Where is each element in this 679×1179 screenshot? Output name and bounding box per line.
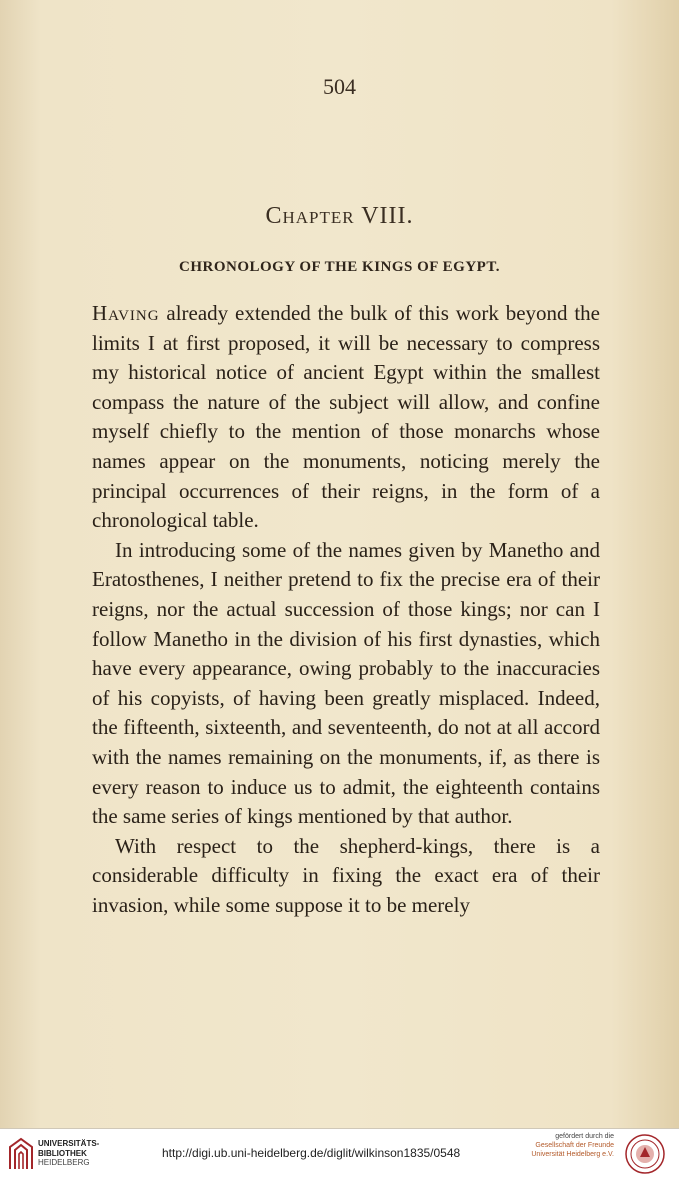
page-number: 504 bbox=[323, 74, 356, 99]
footer-bar bbox=[0, 1128, 679, 1179]
sponsor-credit: gefördert durch die Gesellschaft der Freunde Universität Heidelberg e.V. bbox=[531, 1133, 614, 1158]
university-seal-icon bbox=[624, 1133, 666, 1175]
permalink-url[interactable]: http://digi.ub.uni-heidelberg.de/diglit/wilkinson1835/0548 bbox=[162, 1146, 461, 1160]
chapter-title: Chapter VIII. bbox=[265, 203, 414, 229]
paragraph-text: already extended the bulk of this work beyond the limits I at first proposed, it will be necessary to compress my historical notice of ancient Egypt within the smallest compass the nature of the subject will allow, and confine myself chiefly to the mention of those monarchs whose names appear on the monuments, noticing merely the principal occurrences of their reigns, in the form of a chronological table. bbox=[92, 301, 600, 533]
chapter-subtitle: CHRONOLOGY OF THE KINGS OF EGYPT. bbox=[179, 259, 500, 275]
paragraph: In introducing some of the names given by Manetho and Eratosthenes, I neither pretend to fix the precise era of their reigns, nor the actual succession of those kings; nor can I follow Manetho in the division of his first dynasties, which have every appearance, owing probably to the inaccuracies of his copyists, of having been greatly misplaced. Indeed, the fifteenth, sixteenth, and seventeenth, do not at all accord with the names remaining on the monuments, if, as there is every reason to induce us to admit, the eighteenth contains the same series of kings mentioned by that author. bbox=[92, 537, 600, 829]
body-text bbox=[92, 299, 600, 920]
paragraph bbox=[92, 299, 600, 536]
paragraph-lead-word: Having bbox=[92, 301, 160, 325]
paragraph: With respect to the shepherd-kings, there is a considerable difficulty in fixing the exact era of their invasion, while some suppose it to be merely bbox=[92, 833, 600, 917]
ub-heidelberg-logo-icon bbox=[8, 1137, 34, 1171]
library-name: UNIVERSITÄTS- BIBLIOTHEK HEIDELBERG bbox=[38, 1139, 100, 1167]
